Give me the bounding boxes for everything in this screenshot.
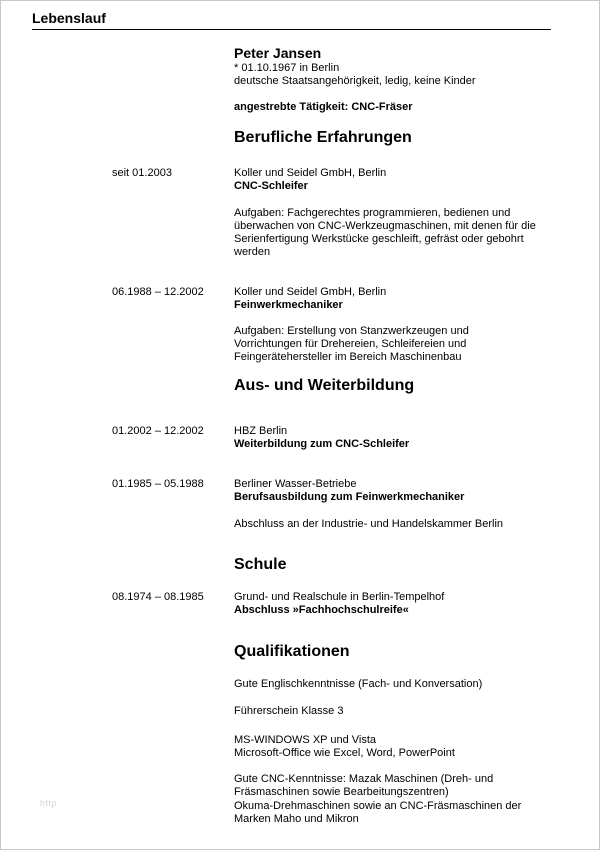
experience-role-1: CNC-Schleifer	[234, 180, 308, 192]
education-date-1: 01.2002 – 12.2002	[112, 425, 204, 437]
experience-date-1: seit 01.2003	[112, 167, 172, 179]
education-institution-2: Berliner Wasser-Betriebe	[234, 478, 357, 490]
qualification-line: Fräsmaschinen sowie Bearbeitungszentren)	[234, 786, 449, 798]
education-heading: Aus- und Weiterbildung	[234, 377, 415, 394]
personal-details: deutsche Staatsangehörigkeit, ledig, keine Kinder	[234, 75, 476, 87]
experience-task-line: Aufgaben: Erstellung von Stanzwerkzeugen und	[234, 325, 469, 337]
school-date: 08.1974 – 08.1985	[112, 591, 204, 603]
experience-task-line: Aufgaben: Fachgerechtes programmieren, bedienen und	[234, 207, 511, 219]
experience-task-line: werden	[234, 246, 271, 258]
school-institution: Grund- und Realschule in Berlin-Tempelhof	[234, 591, 445, 603]
experience-task-line: überwachen von CNC-Werkzeugmaschinen, mit denen für die	[234, 220, 536, 232]
education-institution-1: HBZ Berlin	[234, 425, 288, 437]
experience-company-1: Koller und Seidel GmbH, Berlin	[234, 167, 387, 179]
qualification-line: Gute CNC-Kenntnisse: Mazak Maschinen (Dreh- und	[234, 773, 494, 785]
qualification-line: MS-WINDOWS XP und Vista	[234, 734, 377, 746]
education-note: Abschluss an der Industrie- und Handelskammer Berlin	[234, 518, 504, 530]
person-name: Peter Jansen	[234, 45, 322, 61]
experience-role-2: Feinwerkmechaniker	[234, 299, 343, 311]
qualification-line: Gute Englischkenntnisse (Fach- und Konversation)	[234, 678, 483, 690]
qualifications-heading: Qualifikationen	[234, 643, 350, 660]
qualification-line: Marken Maho und Mikron	[234, 813, 359, 825]
experience-task-line: Feingerätehersteller im Bereich Maschinenbau	[234, 351, 462, 363]
school-heading: Schule	[234, 556, 287, 573]
experience-task-line: Vorrichtungen für Drehereien, Schleifereien und	[234, 338, 467, 350]
title-divider	[32, 29, 551, 30]
qualification-line: Führerschein Klasse 3	[234, 705, 344, 717]
school-degree: Abschluss »Fachhochschulreife«	[234, 604, 409, 616]
watermark-text: http	[40, 798, 58, 808]
education-title-2: Berufsausbildung zum Feinwerkmechaniker	[234, 491, 465, 503]
target-job: angestrebte Tätigkeit: CNC-Fräser	[234, 101, 413, 113]
experience-heading: Berufliche Erfahrungen	[234, 129, 412, 146]
experience-company-2: Koller und Seidel GmbH, Berlin	[234, 286, 387, 298]
birth-info: * 01.10.1967 in Berlin	[234, 62, 340, 74]
qualification-line: Okuma-Drehmaschinen sowie an CNC-Fräsmaschinen der	[234, 800, 522, 812]
document-title: Lebenslauf	[32, 10, 106, 26]
education-date-2: 01.1985 – 05.1988	[112, 478, 204, 490]
education-title-1: Weiterbildung zum CNC-Schleifer	[234, 438, 410, 450]
experience-task-line: Serienfertigung Werkstücke geschleift, gefräst oder gebohrt	[234, 233, 524, 245]
qualification-line: Microsoft-Office wie Excel, Word, PowerPoint	[234, 747, 455, 759]
experience-date-2: 06.1988 – 12.2002	[112, 286, 204, 298]
